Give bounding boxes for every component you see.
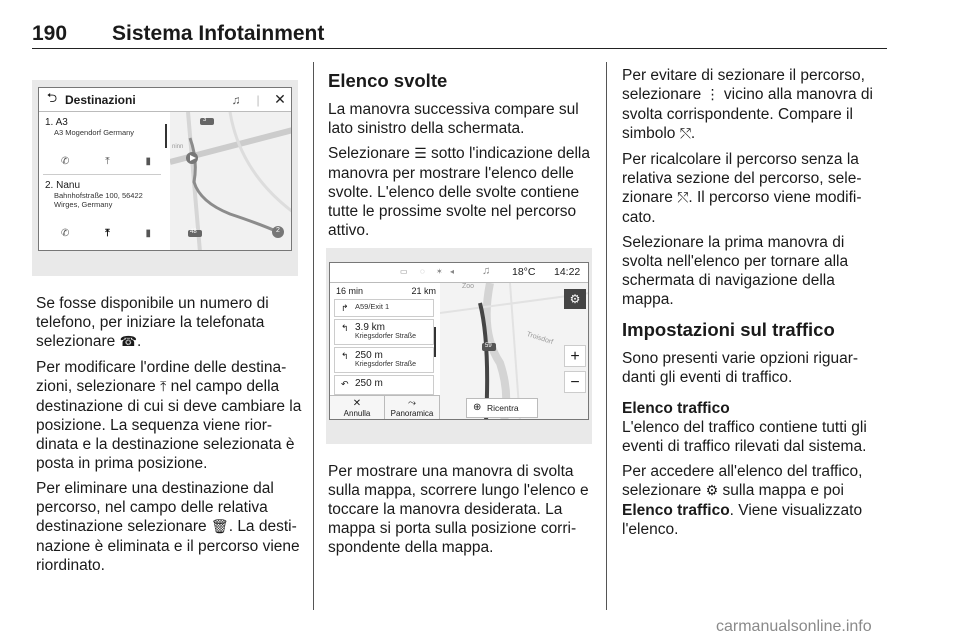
destination-address-line-1: Bahnhofstraße 100, 56422 [54,191,143,200]
route-distance: 21 km [411,286,436,296]
column-divider-1 [313,62,314,610]
turn-distance: 250 m [355,378,383,389]
text: . La desti-nazione è eliminata e il percorso viene riordinato. [36,518,300,574]
settings-gear-button[interactable]: ⚙ [564,289,586,309]
status-icon: ◌ [420,267,425,276]
close-icon[interactable]: ✕ [274,91,286,107]
map-place-label: ninn [172,144,184,150]
delete-icon: 🗑 [210,519,229,535]
column-3 [622,66,884,545]
phone-icon[interactable]: ✆ [61,156,70,167]
paragraph-return-map: Selezionare la prima manovra di svolta nell'elenco per tornare alla schermata di navigazione della mappa. [622,234,849,308]
map-road-number: 3 [203,117,207,123]
list-divider [43,174,161,175]
turn-arrow-icon: ↰ [341,323,349,333]
route-summary [336,286,436,296]
overview-button[interactable] [385,396,440,420]
paragraph-traffic-options: Sono presenti varie opzioni riguar-danti gli eventi di traffico. [622,350,859,386]
text: Se fosse disponibile un numero di telefono, per iniziare la telefonata selezionare [36,295,269,350]
destinations-screen [38,87,292,251]
paragraph-open-traffic-list [622,462,884,539]
turn-list-item[interactable] [334,347,434,373]
header-rule [32,48,887,49]
destination-address: A3 Mogendorf Germany [54,128,135,137]
text: Per evitare di sezionare il percorso, selezionare [622,67,865,103]
turn-street: Kriegsdorfer Straße [355,361,417,368]
turn-list [330,283,440,395]
back-icon[interactable]: ⮌ [46,89,58,105]
paragraph-recalculate [622,150,884,227]
phone-icon[interactable]: ✆ [61,228,70,239]
map-place-label: Zoo [462,283,475,290]
zoom-out-button[interactable]: − [564,371,586,393]
status-icon: ✶ [436,267,443,276]
text: Per accedere all'elenco del traffico, selezionare [622,463,863,499]
delete-icon[interactable]: ▮ [145,156,151,167]
page-title: Sistema Infotainment [112,22,325,45]
status-bar [330,263,588,283]
text: Per ricalcolare il percorso senza la relativa sezione del percorso, sele-zionare [622,151,862,206]
recenter-label: Ricentra [487,403,519,413]
phone-icon: ☎ [119,334,138,350]
move-to-top-icon[interactable]: ⤒ [105,156,110,167]
cancel-label: Annulla [343,409,371,418]
music-icon[interactable]: ♫ [482,265,491,277]
page-number: 190 [32,22,68,45]
move-to-top-icon[interactable]: ⤒ [105,228,110,239]
paragraph-next-maneuver: La manovra successiva compare sul lato sinistro della schermata. [328,101,579,137]
route-map[interactable] [170,112,292,251]
map-place-label: Troisdorf [525,330,554,347]
destination-item-2[interactable] [45,180,143,209]
close-icon: ✕ [352,398,362,409]
avoid-icon: ⤲ [679,126,691,142]
paragraph-reorder [36,358,302,473]
text: sulla mappa e poi [718,482,844,499]
turn-arrow-icon: ↱ [341,303,349,313]
map-road-number: 59 [485,343,492,349]
bar-separator: | [256,92,260,107]
paragraph-show-list [328,144,594,240]
destinations-list [39,112,167,251]
paragraph-avoid-section [622,66,884,144]
settings-icon: ⚙ [705,483,719,499]
list-icon: ☰ [414,146,427,162]
text: . [690,125,696,142]
column-divider-2 [606,62,607,610]
destination-name: 1. A3 [45,117,68,128]
destination-actions-2 [61,228,151,239]
destination-address-line-2: Wirges, Germany [54,200,113,209]
text: Per modificare l'ordine delle destina-zioni, selezionare [36,359,287,395]
traffic-list-term: Elenco traffico [622,502,730,519]
turn-list-screenshot [326,248,592,444]
temperature: 18°C [512,266,536,278]
destination-item-1[interactable] [45,117,134,137]
text: . [137,333,142,350]
destinations-screenshot [32,80,298,276]
paragraph-show-maneuver: Per mostrare una manovra di svolta sulla mappa, scorrere lungo l'elenco e toccare la manovra desiderata. La mappa si porta sulla posizione corri-spondente della mappa. [328,463,589,556]
overview-label: Panoramica [390,409,434,418]
paragraph-delete [36,479,302,575]
turn-title: A59/Exit 1 [355,302,390,311]
more-options-icon: ⋮ [705,87,720,103]
music-icon[interactable]: ♫ [231,92,241,107]
column-2 [328,66,594,246]
watermark: carmanualsonline.info [716,618,872,635]
move-to-top-icon: ⤒ [160,379,167,395]
paragraph-call [36,294,302,352]
section-heading-turn-list: Elenco svolte [328,70,448,91]
turn-distance: 250 m [355,350,383,361]
turn-list-item[interactable] [334,319,434,345]
text: vicino alla manovra di svolta corrispondente. Compare il simbolo [622,86,873,142]
section-heading-traffic-settings: Impostazioni sul traffico [622,319,835,340]
turn-street: Kriegsdorfer Straße [355,333,417,340]
text: Per eliminare una destinazione dal percorso, nel campo delle relativa destinazione selezionare [36,480,274,535]
recenter-icon: ⊕ [473,402,482,413]
status-icon: ▭ [400,267,408,276]
route-map-drawing [170,112,292,251]
avoid-icon: ⤲ [677,190,689,206]
destination-actions-1 [61,156,151,167]
column-1 [36,294,302,581]
text: . Il percorso viene modifi-cato. [622,189,862,226]
map-road-number: 48 [190,229,197,235]
map-destination-number: 2 [276,227,280,234]
turn-list-item[interactable] [334,299,434,317]
subheading-traffic-list: Elenco traffico [622,400,730,417]
text: sotto l'indicazione della manovra per mostrare l'elenco delle svolte. L'elenco delle svolte contiene tutte le prossime svolte nel percorso attivo. [328,145,590,239]
volume-icon: ◂ [450,267,455,276]
clock: 14:22 [554,266,581,278]
turn-list-screen [329,262,589,420]
destinations-title-bar [39,88,291,112]
list-scrollbar[interactable] [165,124,167,148]
turn-distance: 3.9 km [355,322,386,333]
recenter-button[interactable] [466,398,538,418]
route-time: 16 min [336,286,364,296]
destinations-title: Destinazioni [65,92,136,107]
column-2-bottom [328,462,594,563]
delete-icon[interactable]: ▮ [145,228,151,239]
text: nel campo della destinazione di cui si deve cambiare la posizione. La sequenza viene rior-dinata e la destinazione selezionata è posta in prima posizione. [36,378,302,472]
cancel-button[interactable] [330,396,385,420]
turn-arrow-icon: ↶ [341,379,349,389]
turn-list-toolbar [330,395,440,420]
list-scrollbar[interactable] [434,327,436,357]
paragraph-traffic-list: L'elenco del traffico contiene tutti gli eventi di traffico rilevati dal sistema. [622,419,867,455]
zoom-in-button[interactable]: + [564,345,586,367]
turn-arrow-icon: ↰ [341,351,349,361]
route-overview-icon: ⤳ [408,398,416,409]
destination-name: 2. Nanu [45,180,81,191]
turn-list-item[interactable] [334,375,434,395]
text: . Viene visualizzato l'elenco. [622,502,863,538]
text: Selezionare [328,145,415,162]
